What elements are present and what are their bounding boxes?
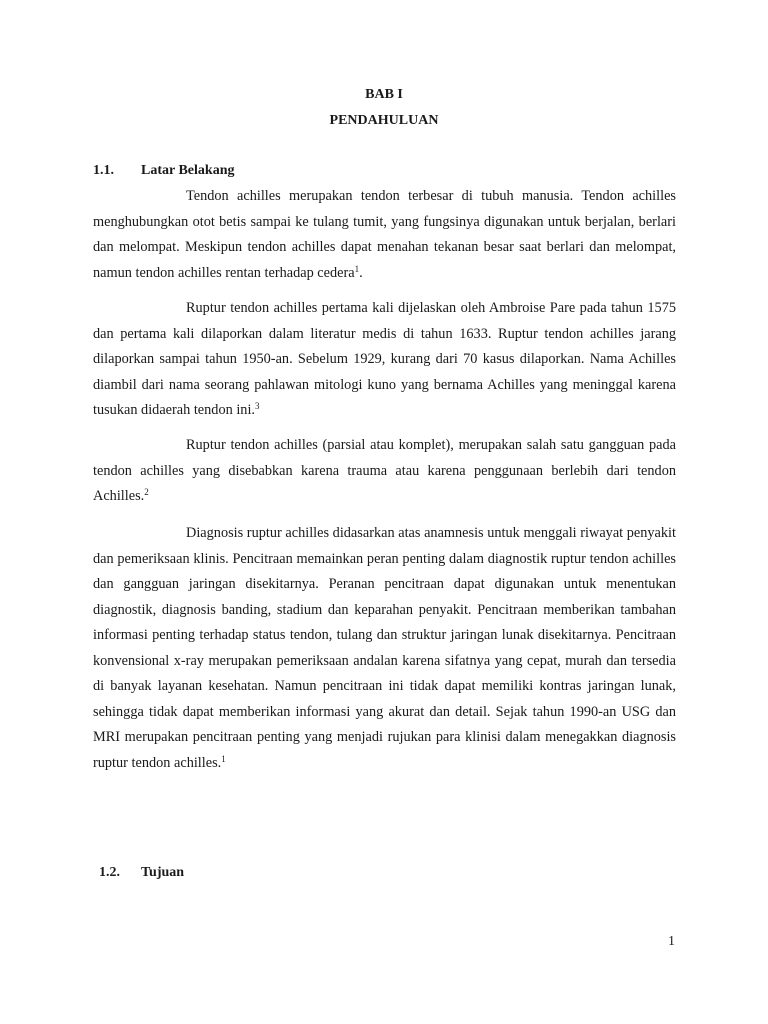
page-number: 1 <box>668 934 675 949</box>
reference-mark: 1 <box>354 263 360 274</box>
section-title: Latar Belakang <box>141 163 235 178</box>
section-number: 1.2. <box>99 865 120 880</box>
paragraph-text: Ruptur tendon achilles (parsial atau komplet), merupakan salah satu gangguan pada tendon achilles yang disebabkan karena trauma atau karena penggunaan berlebih dari tendon Achilles. <box>93 437 676 504</box>
paragraph <box>93 521 676 776</box>
paragraph <box>93 296 676 424</box>
section-number: 1.1. <box>93 163 114 178</box>
paragraph <box>93 184 676 286</box>
chapter-label: BAB I <box>365 87 403 102</box>
paragraph-text: Diagnosis ruptur achilles didasarkan atas anamnesis untuk menggali riwayat penyakit dan pemeriksaan klinis. Pencitraan memainkan peran penting dalam diagnostik ruptur tendon achilles dan gangguan jaringan disekitarnya. Peranan pencitraan dapat digunakan untuk menentukan diagnostik, diagnosis banding, stadium dan keparahan penyakit. Pencitraan memberikan tambahan informasi penting terhadap status tendon, tulang dan struktur jaringan lunak disekitarnya. Pencitraan konvensional x-ray merupakan pemeriksaan andalan karena sifatnya yang cepat, murah dan tersedia di banyak layanan kesehatan. Namun pencitraan ini tidak dapat memiliki kontras jaringan lunak, sehingga tidak dapat memberikan informasi yang akurat dan detail. Sejak tahun 1990-an USG dan MRI merupakan pencitraan penting yang menjadi rujukan para klinisi dalam menegakkan diagnosis ruptur tendon achilles. <box>93 525 676 771</box>
paragraph-tail: . <box>359 264 363 281</box>
reference-mark: 2 <box>144 487 149 497</box>
section-heading-tujuan <box>99 865 184 881</box>
reference-mark: 3 <box>255 401 260 411</box>
reference-mark: 1 <box>221 753 226 764</box>
paragraph <box>93 433 676 510</box>
section-title: Tujuan <box>141 865 185 880</box>
section-heading-latar-belakang <box>93 163 234 179</box>
chapter-title: PENDAHULUAN <box>329 113 439 128</box>
paragraph-text: Tendon achilles merupakan tendon terbesar di tubuh manusia. Tendon achilles menghubungkan otot betis sampai ke tulang tumit, yang fungsinya digunakan untuk berjalan, berlari dan melompat. Meskipun tendon achilles dapat menahan tekanan besar saat berlari dan melompat, namun tendon achilles rentan terhadap cedera <box>93 188 676 281</box>
paragraph-text: Ruptur tendon achilles pertama kali dijelaskan oleh Ambroise Pare pada tahun 1575 dan pertama kali dilaporkan dalam literatur medis di tahun 1633. Ruptur tendon achilles jarang dilaporkan sampai tahun 1950-an. Sebelum 1929, kurang dari 70 kasus dilaporkan. Nama Achilles diambil dari nama seorang pahlawan mitologi kuno yang bernama Achilles yang meninggal karena tusukan didaerah tendon ini. <box>93 300 676 418</box>
